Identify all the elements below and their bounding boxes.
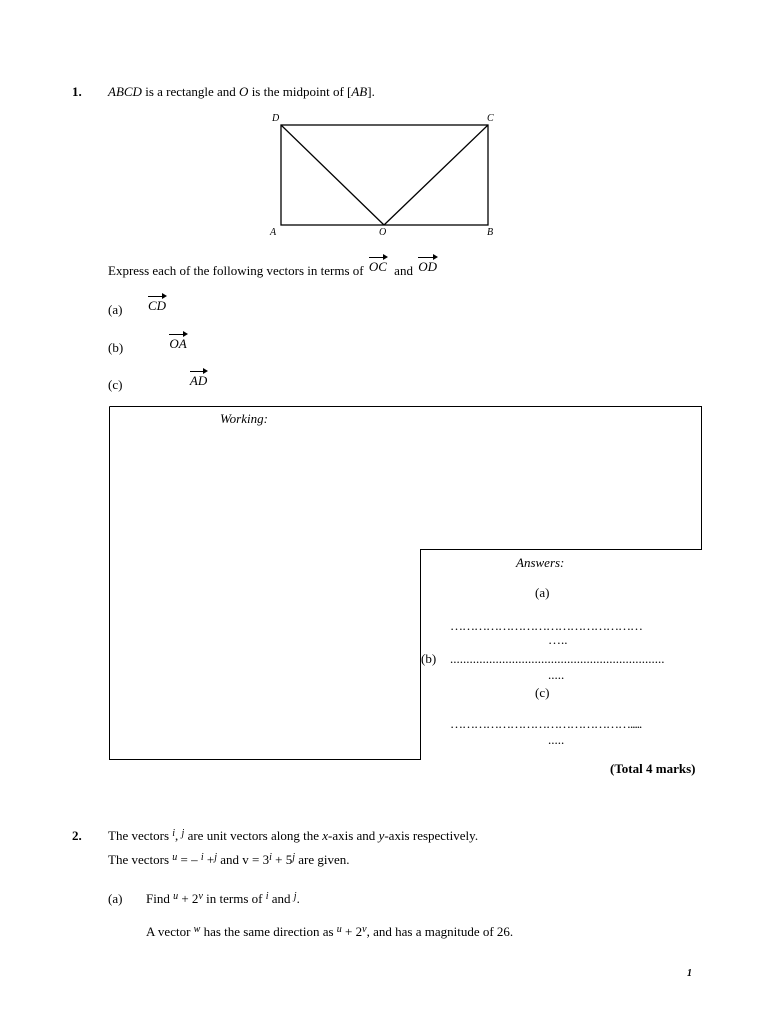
label-o: O [379,227,387,238]
answer-c-label: (c) [535,685,550,700]
express-instruction: Express each of the following vectors in terms of OC and OD [108,259,437,278]
question-2-line-4: A vector $^w$ has the same direction as $^u + 2^v$, and has a magnitude of 26. [146,924,514,939]
question-2-number: 2. [72,828,82,843]
question-2-line-2: The vectors $^u$ = – $^i$ +$^j$ and $v = 3^i + 5^j$ are given. [108,852,350,867]
answer-a-label: (a) [535,585,550,600]
question-2-part-a-label: (a) [108,891,123,906]
question-2-line-1: The vectors $^i$, $^j$ are unit vectors along the x-axis and y-axis respectively. [108,828,479,843]
total-marks: (Total 4 marks) [610,761,696,776]
part-b-label: (b) [108,340,124,355]
vector-oc: OC [368,259,387,274]
question-1-intro: ABCD is a rectangle and O is the midpoint of [AB]. [108,84,375,99]
answer-b-line-cont: ..... [548,667,565,682]
answer-b-label: (b) [421,651,437,666]
working-label: Working: [220,411,268,426]
answers-label: Answers: [516,555,565,570]
label-b: B [487,227,494,238]
page-number: 1 [687,968,692,979]
vector-ad: AD [189,373,208,388]
question-2-part-a-text: Find $^u + 2^v$ in terms of $^i$ and $^j$. [146,891,300,906]
answer-a-line-cont: ….. [548,632,568,647]
label-c: C [487,113,494,124]
answer-c-line-cont: ..... [548,732,565,747]
vector-od: OD [418,259,437,274]
vector-cd: CD [148,298,167,313]
answer-b-line[interactable]: .................................................................. [450,651,665,666]
question-1-number: 1. [72,84,82,99]
part-c-label: (c) [108,377,123,392]
answer-a-line[interactable]: ………………………………………… [450,618,642,633]
label-a: A [270,227,277,238]
answer-c-line[interactable]: ………………………………………..... [450,716,642,731]
part-a-label: (a) [108,302,123,317]
vector-oa: OA [169,336,187,351]
label-d: D [272,113,280,124]
